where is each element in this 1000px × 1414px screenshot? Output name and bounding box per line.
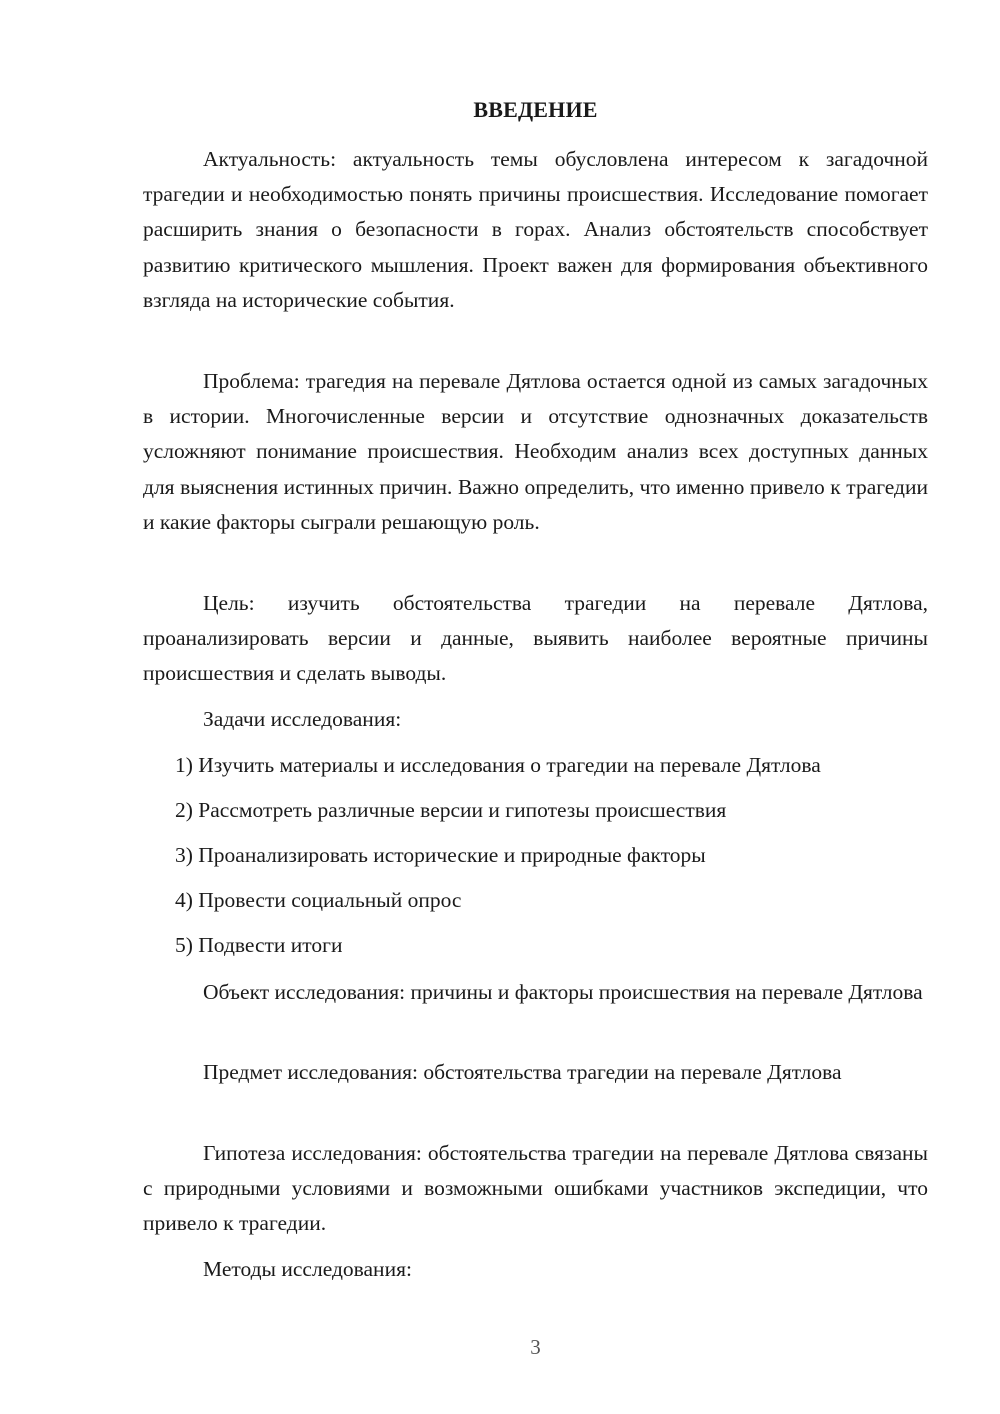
task-item: 3) Проанализировать исторические и природные факторы [175,843,706,867]
task-item: 2) Рассмотреть различные версии и гипотезы происшествия [175,798,727,822]
document-page [143,0,928,1414]
page-number: 3 [530,1335,541,1359]
tasks-heading: Задачи исследования: [203,707,402,731]
page-title: ВВЕДЕНИЕ [473,97,598,122]
hypothesis-paragraph: Гипотеза исследования: обстоятельства трагедии на перевале Дятлова связаны с природными условиями и возможными ошибками участников экспедиции, что привело к трагедии. [143,1141,928,1236]
task-item: 4) Провести социальный опрос [175,888,462,912]
methods-heading: Методы исследования: [203,1257,412,1281]
subject-paragraph: Предмет исследования: обстоятельства трагедии на перевале Дятлова [203,1060,842,1084]
problem-paragraph: Проблема: трагедия на перевале Дятлова остается одной из самых загадочных в истории. Многочисленные версии и отсутствие однозначных доказательств усложняют понимание происшествия. Необходим анализ всех доступных данных для выяснения истинных причин. Важно определить, что именно привело к трагедии и какие факторы сыграли решающую роль. [143,369,928,534]
goal-paragraph: Цель: изучить обстоятельства трагедии на перевале Дятлова, проанализировать версии и данные, выявить наиболее вероятные причины происшествия и сделать выводы. [143,591,928,686]
object-paragraph: Объект исследования: причины и факторы происшествия на перевале Дятлова [203,980,923,1004]
task-item: 5) Подвести итоги [175,933,343,957]
relevance-paragraph: Актуальность: актуальность темы обусловлена интересом к загадочной трагедии и необходимостью понять причины происшествия. Исследование помогает расширить знания о безопасности в горах. Анализ обстоятельств способствует развитию критического мышления. Проект важен для формирования объективного взгляда на исторические события. [143,147,928,312]
task-item: 1) Изучить материалы и исследования о трагедии на перевале Дятлова [175,753,821,777]
